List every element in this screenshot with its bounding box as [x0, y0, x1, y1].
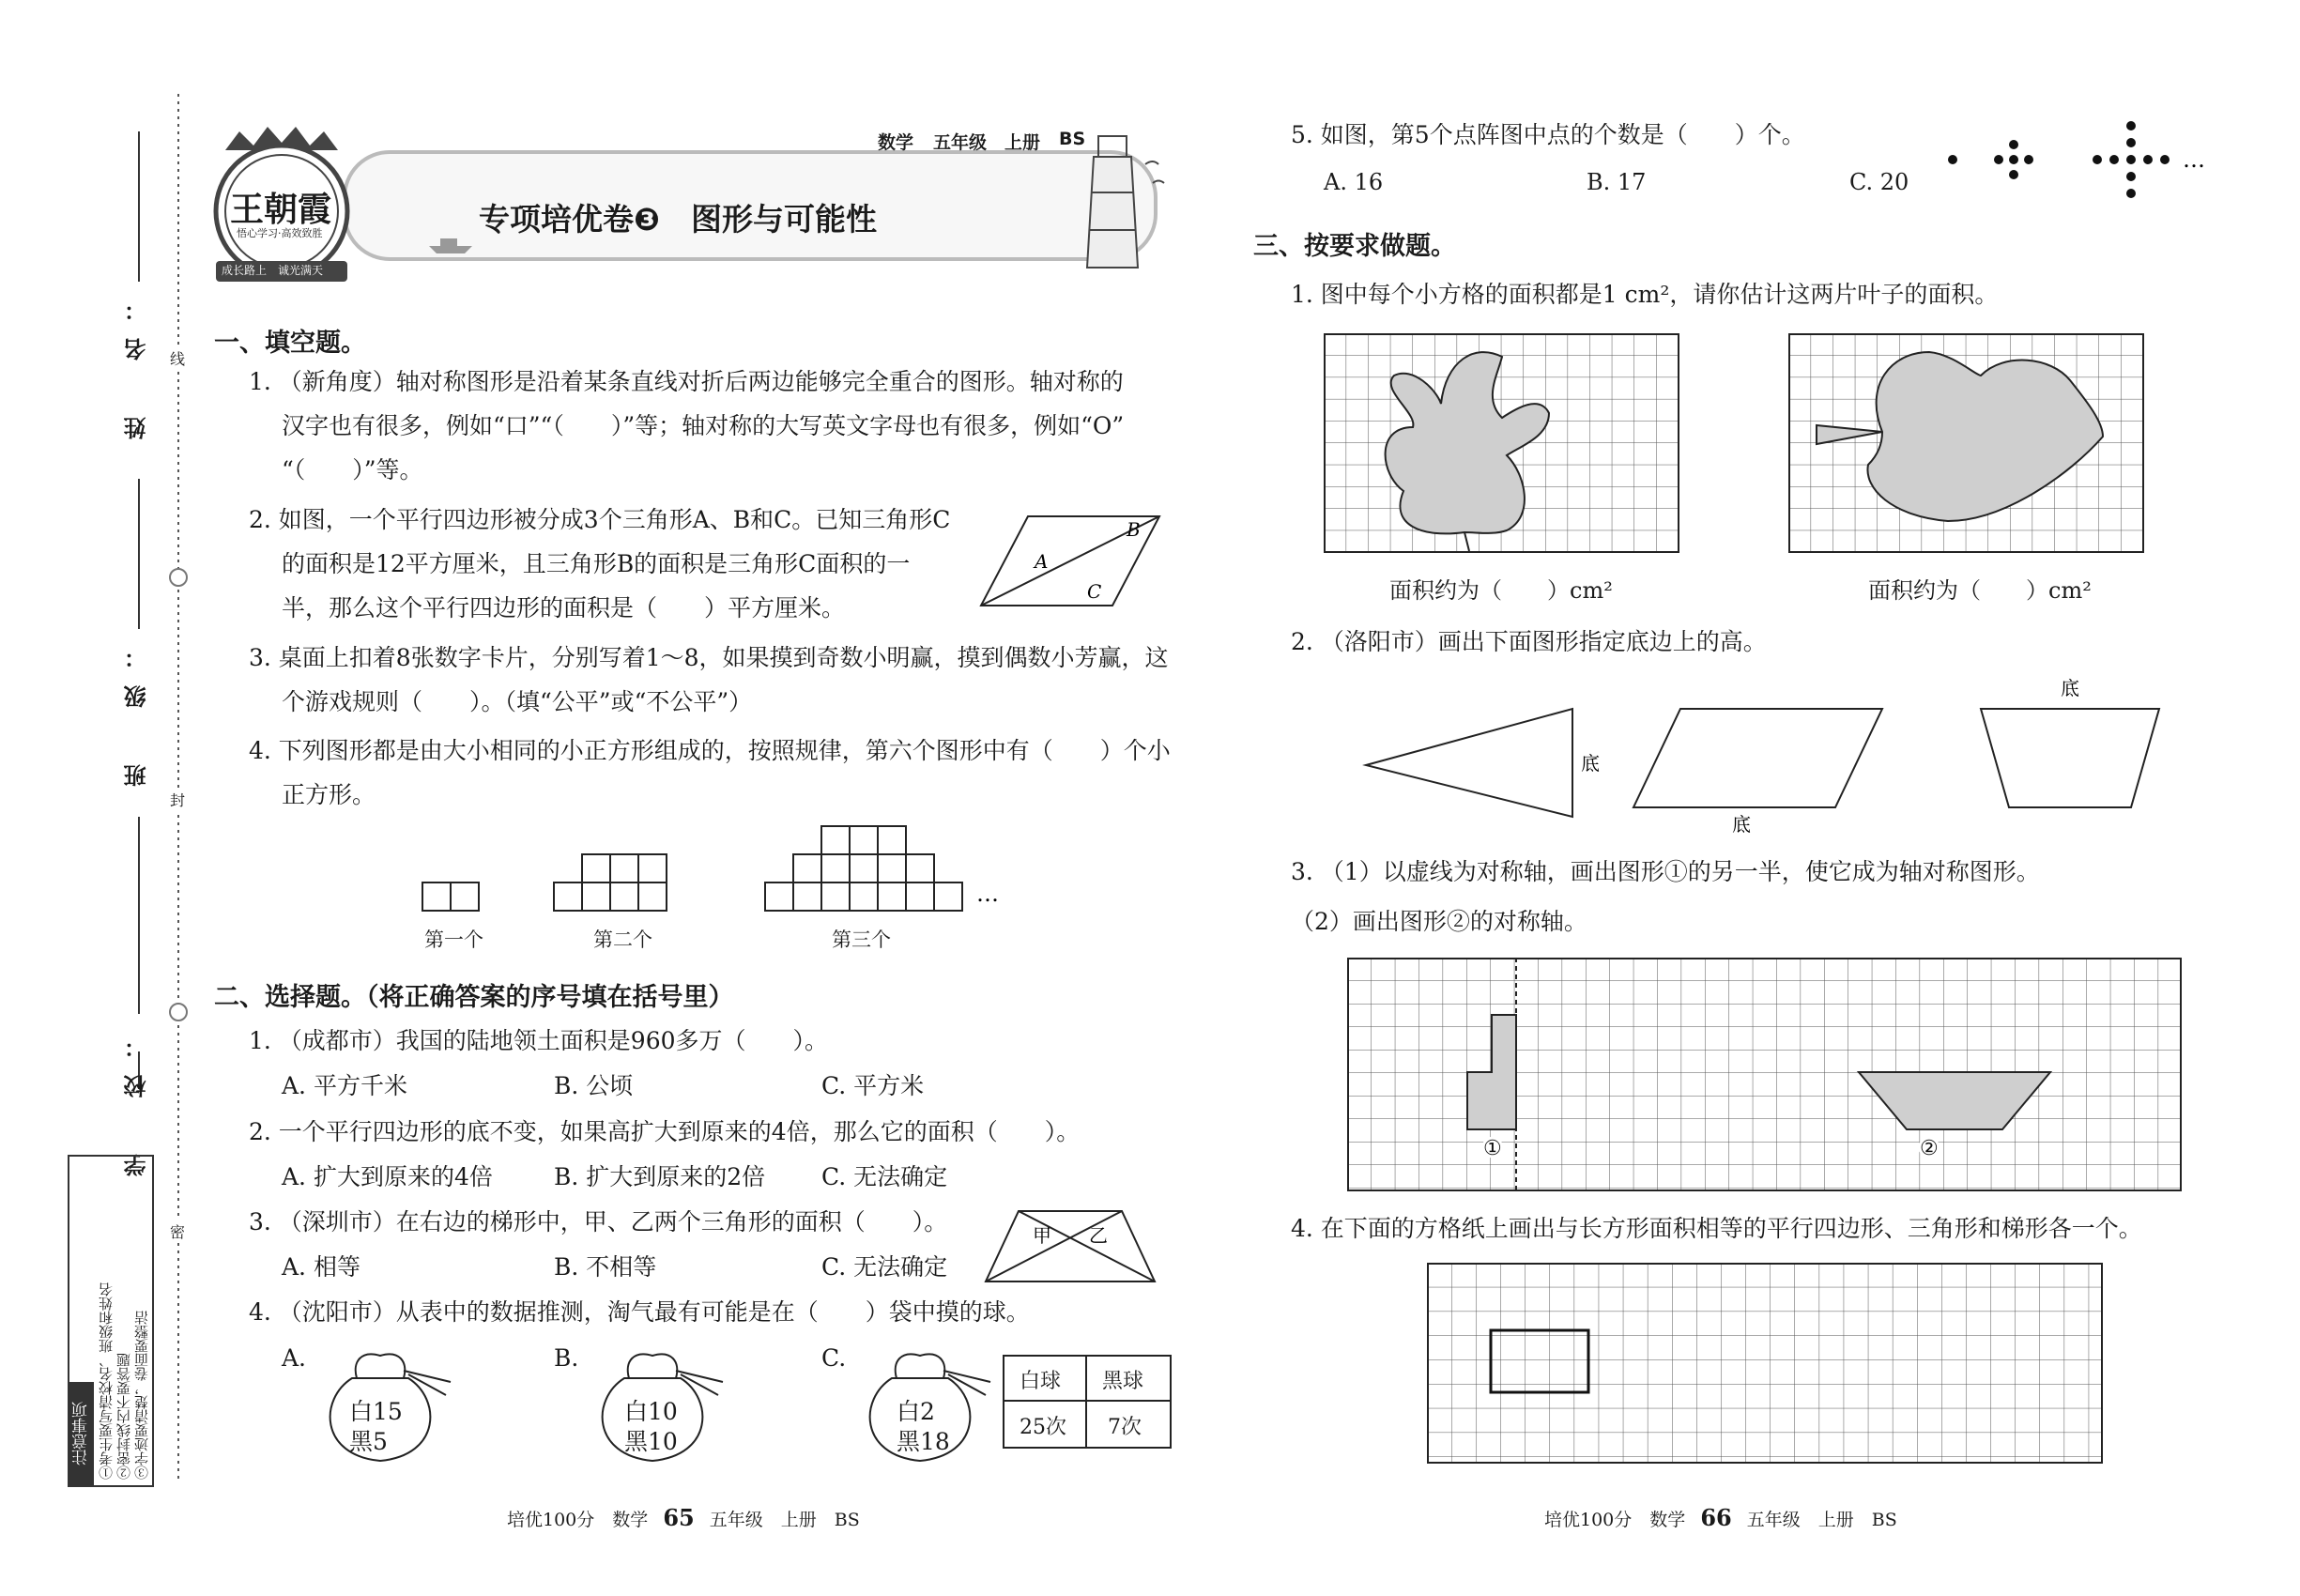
- pattern-1: [422, 882, 479, 911]
- dot: [2126, 189, 2136, 198]
- label-jia: 甲: [1033, 1224, 1051, 1247]
- q4-line1: 4. 下列图形都是由大小相同的小正方形组成的，按照规律，第六个图形中有（ ）个小: [249, 737, 1171, 764]
- c2-stem: 2. 一个平行四边形的底不变，如果高扩大到原来的4倍，那么它的面积（ ）。: [249, 1118, 1081, 1145]
- square-pattern-figure: [413, 817, 1014, 920]
- c4-stem: 4. （沈阳市）从表中的数据推测，淘气最有可能是在（ ）袋中摸的球。: [249, 1298, 1030, 1326]
- dot: [2126, 172, 2136, 181]
- label-yi: 乙: [1089, 1224, 1108, 1247]
- dot: [2143, 155, 2153, 164]
- notes-list: [98, 1160, 151, 1480]
- c3-opt-a: A. 相等: [282, 1253, 360, 1281]
- th-white: 白球: [1020, 1370, 1062, 1393]
- q5-opt-b: B. 17: [1587, 169, 1647, 195]
- dot: [2009, 170, 2018, 179]
- q2-line2: 的面积是12平方厘米，且三角形B的面积是三角形C面积的一: [282, 550, 911, 577]
- seal-char-1: 线: [170, 347, 185, 369]
- note-item: ③字迹要清楚，卷面要整洁: [133, 1311, 150, 1480]
- q3-line2: 个游戏规则（ ）。（填“公平”或“不公平”）: [282, 688, 753, 715]
- leaf-grid-2: [1788, 333, 2145, 554]
- page-title: 专项培优卷❸ 图形与可能性: [479, 201, 877, 238]
- c2-opt-c: C. 无法确定: [821, 1163, 948, 1190]
- dot: [2009, 140, 2018, 149]
- trapezoid-figure: [981, 1206, 1159, 1286]
- th-black: 黑球: [1102, 1370, 1144, 1393]
- td-black: 7次: [1108, 1416, 1142, 1439]
- q1-line2: 汉字也有很多，例如“口”“（ ）”等；轴对称的大写英文字母也有很多，例如“O”: [282, 412, 1125, 439]
- dot: [2126, 155, 2136, 164]
- notes-title: 注意事项: [69, 1382, 94, 1485]
- p4-stem: 4. 在下面的方格纸上画出与长方形面积相等的平行四边形、三角形和梯形各一个。: [1291, 1215, 2142, 1242]
- dot-pattern-figure: [1934, 113, 2216, 202]
- grade-tag: 五年级: [933, 132, 988, 153]
- pattern-ellipsis: …: [976, 881, 999, 907]
- c1-stem: 1. （成都市）我国的陆地领土面积是960多万（ ）。: [249, 1027, 829, 1054]
- trapezoid-shape: [1981, 709, 2159, 807]
- right-footer: [1544, 1504, 1897, 1531]
- q3-line1: 3. 桌面上扣着8张数字卡片，分别写着1～8，如果摸到奇数小明赢，摸到偶数小芳赢，这: [249, 644, 1169, 671]
- section-tasks: 三、按要求做题。: [1253, 232, 1456, 261]
- c1-opt-a: A. 平方千米: [282, 1072, 407, 1099]
- page-number: 65: [663, 1504, 695, 1531]
- section-fill-in: 一、填空题。: [214, 329, 366, 358]
- dot: [2126, 138, 2136, 147]
- height-shapes-figure: [1352, 667, 2197, 840]
- symmetry-grid: [1347, 958, 2183, 1192]
- edition-tag: BS: [1059, 129, 1086, 149]
- logo-sub: 悟心学习·高效致胜: [237, 227, 323, 239]
- q5-opt-c: C. 20: [1849, 169, 1909, 195]
- q4-line2: 正方形。: [282, 781, 376, 808]
- leaf-grid-1: [1324, 333, 1680, 554]
- bag-c-white: 白2: [897, 1398, 935, 1425]
- label-c: C: [1087, 580, 1102, 603]
- shape-2-label: ②: [1920, 1137, 1939, 1160]
- subject-tag: 数学: [878, 132, 914, 153]
- dot: [1994, 155, 2003, 164]
- dot: [2160, 155, 2170, 164]
- q2-line1: 2. 如图，一个平行四边形被分成3个三角形A、B和C。已知三角形C: [249, 506, 951, 533]
- q5-stem: 5. 如图，第5个点阵图中点的个数是（ ）个。: [1291, 121, 1805, 148]
- c3-opt-b: B. 不相等: [554, 1253, 657, 1281]
- dot-ellipsis: …: [2183, 146, 2205, 173]
- c1-opt-c: C. 平方米: [821, 1072, 925, 1099]
- sidebar: [0, 0, 188, 1596]
- caption-third: 第三个: [832, 928, 891, 951]
- shape-1-label: ①: [1483, 1137, 1502, 1160]
- c4-opt-c: C.: [821, 1344, 847, 1372]
- parallelogram-shape: [1633, 709, 1882, 807]
- dot: [2024, 155, 2033, 164]
- bag-a-white: 白15: [349, 1398, 403, 1425]
- logo-ribbon: 成长路上 诚光满天: [222, 264, 324, 277]
- q1-line3: “（ ）”等。: [282, 456, 423, 483]
- dot: [2109, 155, 2119, 164]
- dot: [1948, 155, 1957, 164]
- footer-right-text: 五年级 上册 BS: [709, 1510, 860, 1530]
- bag-c-black: 黑18: [897, 1428, 950, 1455]
- note-item: ②密封线内不要答题: [115, 1353, 132, 1480]
- bag-b-black: 黑10: [624, 1428, 678, 1455]
- bag-a-black: 黑5: [349, 1428, 388, 1455]
- pattern-2: [554, 854, 667, 911]
- c2-opt-b: B. 扩大到原来的2倍: [554, 1163, 766, 1190]
- p3-stem1: 3. （1）以虚线为对称轴，画出图形①的另一半，使它成为轴对称图形。: [1291, 858, 2040, 885]
- c1-opt-b: B. 公顷: [554, 1072, 634, 1099]
- c2-opt-a: A. 扩大到原来的4倍: [282, 1163, 493, 1190]
- footer-left-text: 培优100分 数学: [1544, 1510, 1686, 1530]
- q1-line1: 1. （新角度）轴对称图形是沿着某条直线对折后两边能够完全重合的图形。轴对称的: [249, 368, 1124, 395]
- area-grid: [1427, 1263, 2103, 1465]
- footer-right-text: 五年级 上册 BS: [1746, 1510, 1897, 1530]
- logo-name: 王朝霞: [230, 190, 332, 229]
- class-label: 班 级：: [124, 629, 150, 787]
- school-label: 学 校：: [124, 1019, 150, 1176]
- table-vline: [1085, 1357, 1087, 1447]
- c3-opt-c: C. 无法确定: [821, 1253, 948, 1281]
- pattern-3: [765, 826, 962, 911]
- dot: [2126, 121, 2136, 130]
- label-b: B: [1127, 518, 1141, 541]
- trapezoid-base-label: 底: [2061, 677, 2079, 699]
- c4-opt-a: A.: [282, 1344, 307, 1372]
- footer-left-text: 培优100分 数学: [507, 1510, 649, 1530]
- parallelogram-figure: [976, 512, 1164, 615]
- left-footer: [507, 1504, 860, 1531]
- seal-char-3: 密: [170, 1220, 185, 1242]
- seal-char-2: 封: [170, 789, 185, 810]
- section-choice: 二、选择题。（将正确答案的序号填在括号里）: [214, 983, 734, 1012]
- q2-line3: 半，那么这个平行四边形的面积是（ ）平方厘米。: [282, 594, 846, 622]
- c4-opt-b: B.: [554, 1344, 579, 1372]
- bag-b-white: 白10: [624, 1398, 678, 1425]
- parallelogram-base-label: 底: [1732, 813, 1751, 836]
- p3-stem2: （2）画出图形②的对称轴。: [1291, 908, 1587, 935]
- triangle-shape: [1366, 709, 1572, 817]
- dot: [2093, 155, 2102, 164]
- leaf2-caption: 面积约为（ ）cm²: [1868, 577, 2092, 604]
- p1-stem: 1. 图中每个小方格的面积都是1 cm²，请你估计这两片叶子的面积。: [1291, 281, 1999, 308]
- caption-second: 第二个: [593, 928, 652, 951]
- page-number: 66: [1700, 1504, 1732, 1531]
- triangle-base-label: 底: [1581, 752, 1600, 775]
- c3-stem: 3. （深圳市）在右边的梯形中，甲、乙两个三角形的面积（ ）。: [249, 1208, 948, 1235]
- td-white: 25次: [1020, 1416, 1066, 1439]
- note-item: ①考生要写清校名、班级和姓名: [98, 1282, 115, 1480]
- table-hline: [1004, 1400, 1170, 1402]
- p2-stem: 2. （洛阳市）画出下面图形指定底边上的高。: [1291, 628, 1767, 655]
- term-tag: 上册: [1004, 132, 1041, 153]
- lighthouse-icon: [1080, 127, 1173, 286]
- caption-first: 第一个: [424, 928, 483, 951]
- ball-table: [1003, 1355, 1172, 1449]
- label-a: A: [1035, 550, 1049, 573]
- notes-box: [68, 1155, 154, 1487]
- name-label: 姓 名：: [124, 282, 150, 439]
- dot: [2009, 155, 2018, 164]
- leaf1-caption: 面积约为（ ）cm²: [1389, 577, 1613, 604]
- q5-opt-a: A. 16: [1324, 169, 1384, 195]
- ship-icon: [427, 233, 474, 255]
- header: [197, 113, 1173, 291]
